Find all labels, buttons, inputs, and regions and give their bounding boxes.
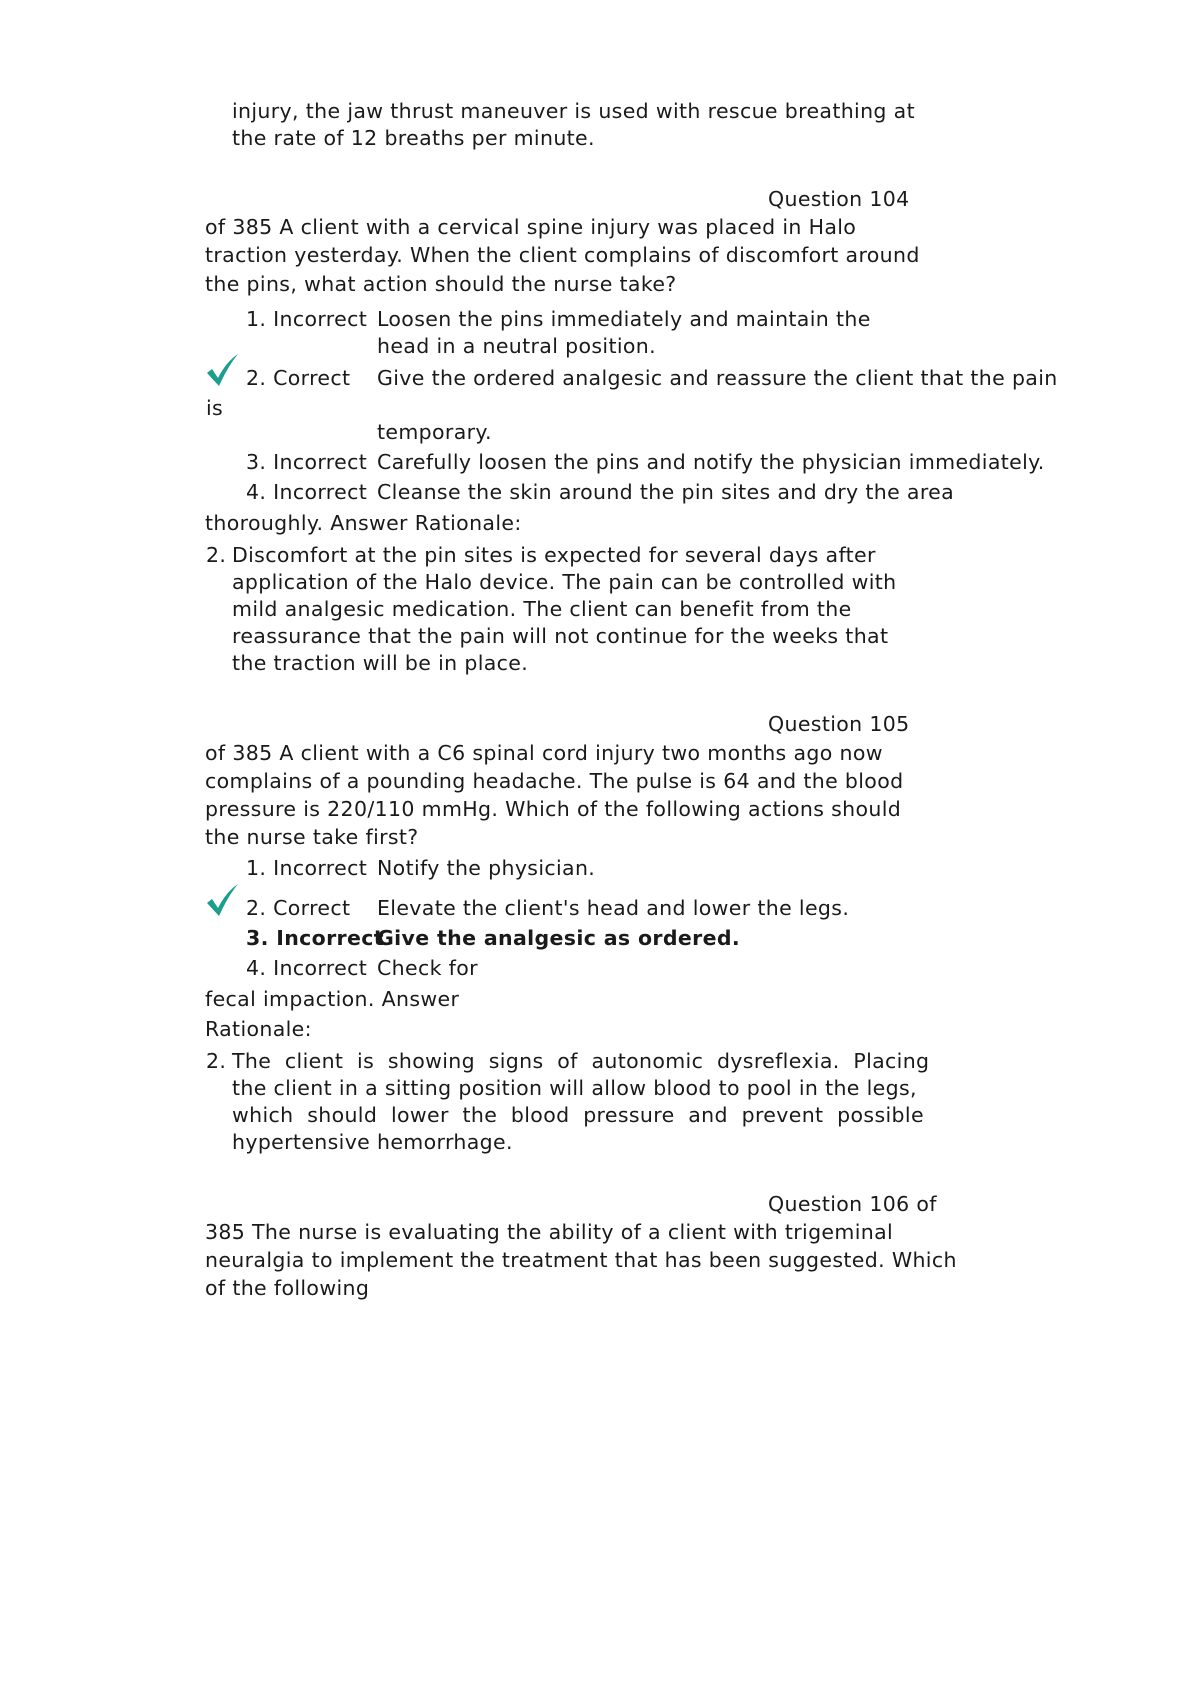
option-text: Notify the physician. xyxy=(377,856,596,880)
option-number: 1. Incorrect xyxy=(246,307,368,331)
question-stem-line: complains of a pounding headache. The pulse is 64 and the blood xyxy=(205,769,904,793)
rationale-line: hypertensive hemorrhage. xyxy=(232,1130,513,1154)
option-text: temporary. xyxy=(377,420,492,444)
rationale-number: 2. xyxy=(206,543,227,567)
question-stem-line: of 385 A client with a C6 spinal cord injury two months ago now xyxy=(205,741,883,765)
question-header: Question 105 xyxy=(768,712,910,736)
option-text: Check for xyxy=(377,956,478,980)
option-text: Loosen the pins immediately and maintain the xyxy=(377,307,871,331)
question-stem-line: of the following xyxy=(205,1276,370,1300)
question-stem-line: of 385 A client with a cervical spine injury was placed in Halo xyxy=(205,215,857,239)
option-number: 4. Incorrect xyxy=(246,956,368,980)
answer-tail: thoroughly. Answer Rationale: xyxy=(205,511,522,535)
option-text: Cleanse the skin around the pin sites and dry the area xyxy=(377,480,955,504)
check-icon xyxy=(204,352,240,388)
option-number: 2. Correct xyxy=(246,896,351,920)
question-stem-line: 385 The nurse is evaluating the ability of a client with trigeminal xyxy=(205,1220,894,1244)
rationale-line: application of the Halo device. The pain can be controlled with xyxy=(232,570,897,594)
question-header: Question 106 of xyxy=(768,1192,937,1216)
rationale-line: reassurance that the pain will not continue for the weeks that xyxy=(232,624,889,648)
question-stem-line: pressure is 220/110 mmHg. Which of the following actions should xyxy=(205,797,902,821)
intro-line: injury, the jaw thrust maneuver is used with rescue breathing at xyxy=(232,99,915,123)
option-text: Carefully loosen the pins and notify the physician immediately. xyxy=(377,450,1045,474)
question-stem-line: the pins, what action should the nurse take? xyxy=(205,272,677,296)
option-number xyxy=(246,924,384,953)
option-text: Give the ordered analgesic and reassure the client that the pain xyxy=(377,366,1058,390)
question-header: Question 104 xyxy=(768,187,910,211)
rationale-line: the client in a sitting position will allow blood to pool in the legs, xyxy=(232,1076,917,1100)
question-stem-line: the nurse take first? xyxy=(205,825,419,849)
option-text: is xyxy=(206,396,224,420)
option-text: Elevate the client's head and lower the legs. xyxy=(377,896,850,920)
option-text: Give the analgesic as ordered. xyxy=(377,926,740,950)
option-number-digit: 3. Incorrect xyxy=(246,926,384,950)
intro-line: the rate of 12 breaths per minute. xyxy=(232,126,595,150)
question-stem-line: traction yesterday. When the client complains of discomfort around xyxy=(205,243,920,267)
answer-tail: fecal impaction. Answer xyxy=(205,987,460,1011)
option-number: 1. Incorrect xyxy=(246,856,368,880)
option-number: 4. Incorrect xyxy=(246,480,368,504)
rationale-line: The client is showing signs of autonomic dysreflexia. Placing xyxy=(232,1049,930,1073)
check-icon xyxy=(204,882,240,918)
option-number: 3. Incorrect xyxy=(246,450,368,474)
rationale-line: the traction will be in place. xyxy=(232,651,529,675)
question-stem-line: neuralgia to implement the treatment that has been suggested. Which xyxy=(205,1248,957,1272)
answer-tail: Rationale: xyxy=(205,1017,312,1041)
rationale-number: 2. xyxy=(206,1049,227,1073)
option-text: head in a neutral position. xyxy=(377,334,656,358)
rationale-line: which should lower the blood pressure and prevent possible xyxy=(232,1103,924,1127)
option-number: 2. Correct xyxy=(246,366,351,390)
rationale-line: Discomfort at the pin sites is expected for several days after xyxy=(232,543,876,567)
rationale-line: mild analgesic medication. The client can benefit from the xyxy=(232,597,852,621)
